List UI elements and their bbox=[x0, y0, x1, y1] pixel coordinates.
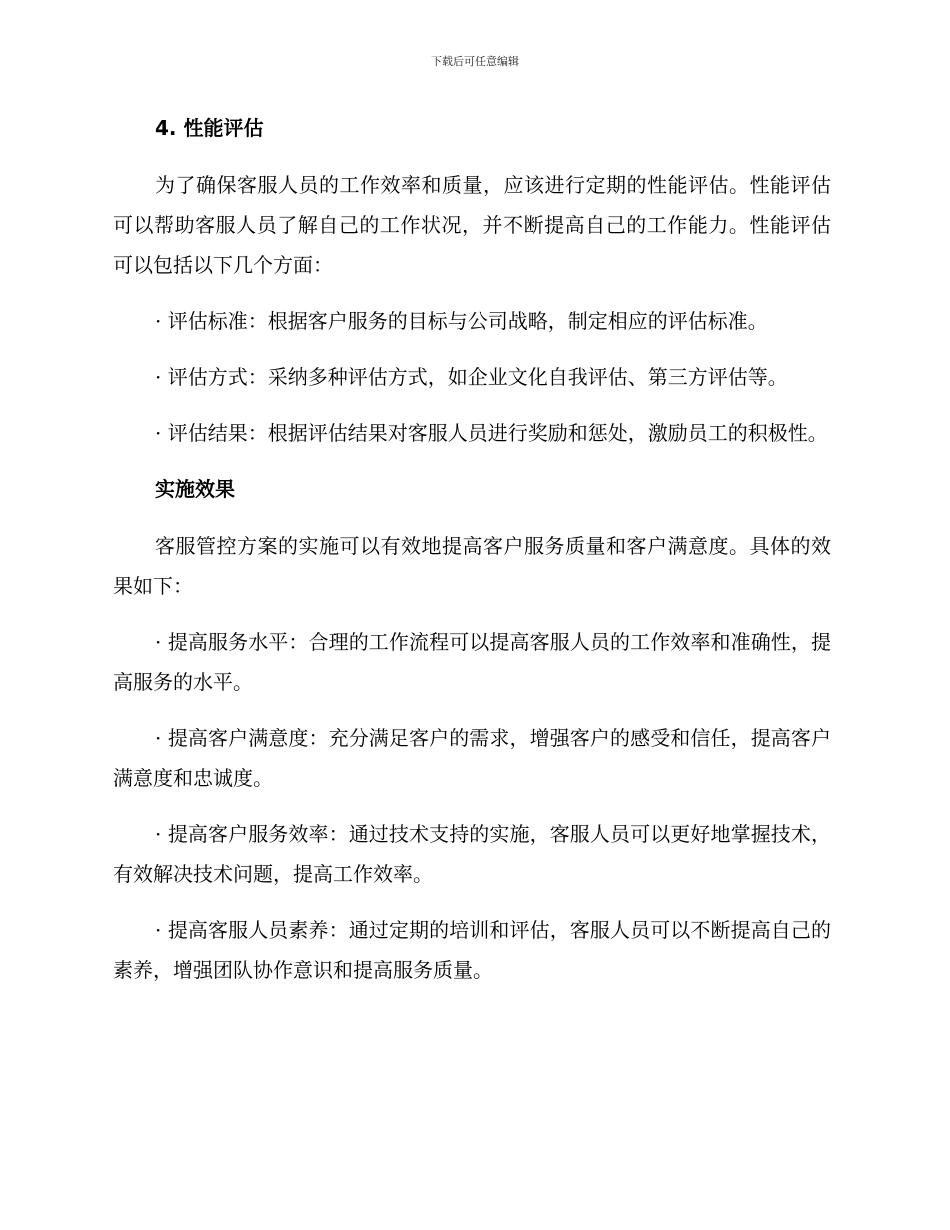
bullet-eval-method: · 评估方式：采纳多种评估方式，如企业文化自我评估、第三方评估等。 bbox=[155, 365, 788, 389]
paragraph-intro-effects: 客服管控方案的实施可以有效地提高客户服务质量和客户满意度。具体的效果如下： bbox=[113, 534, 831, 598]
page-header-note: 下载后可任意编辑 bbox=[431, 55, 519, 68]
bullet-staff-quality: · 提高客服人员素养：通过定期的培训和评估，客服人员可以不断提高自己的素养，增强团队协作意识和提高服务质量。 bbox=[113, 918, 831, 982]
bullet-customer-satisfaction: · 提高客户满意度：充分满足客户的需求，增强客户的感受和信任，提高客户满意度和忠诚度。 bbox=[113, 726, 831, 790]
bullet-service-efficiency: · 提高客户服务效率：通过技术支持的实施，客服人员可以更好地掌握技术，有效解决技术问题，提高工作效率。 bbox=[113, 822, 831, 886]
section-heading-performance: 4. 性能评估 bbox=[155, 116, 264, 140]
paragraph-intro-performance: 为了确保客服人员的工作效率和质量，应该进行定期的性能评估。性能评估可以帮助客服人员了解自己的工作状况，并不断提高自己的工作能力。性能评估可以包括以下几个方面： bbox=[113, 173, 831, 277]
bullet-eval-standard: · 评估标准：根据客户服务的目标与公司战略，制定相应的评估标准。 bbox=[155, 309, 768, 333]
section-heading-effects: 实施效果 bbox=[155, 477, 235, 501]
document-body bbox=[113, 108, 831, 1006]
bullet-eval-result: · 评估结果：根据评估结果对客服人员进行奖励和惩处，激励员工的积极性。 bbox=[155, 421, 828, 445]
bullet-service-level: · 提高服务水平：合理的工作流程可以提高客服人员的工作效率和准确性，提高服务的水平。 bbox=[113, 630, 831, 694]
